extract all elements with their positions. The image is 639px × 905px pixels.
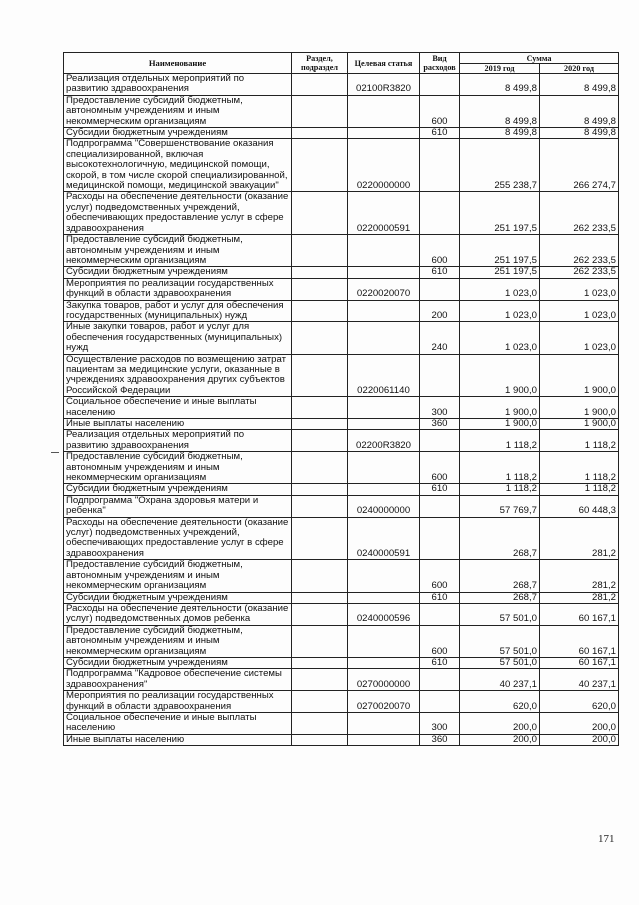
cell-target bbox=[348, 95, 420, 127]
cell-y2019: 200,0 bbox=[460, 712, 540, 734]
cell-section bbox=[292, 712, 348, 734]
cell-y2019: 251 197,5 bbox=[460, 192, 540, 235]
cell-type: 610 bbox=[420, 592, 460, 603]
cell-y2020: 620,0 bbox=[540, 691, 619, 713]
cell-section bbox=[292, 267, 348, 278]
cell-name: Иные закупки товаров, работ и услуг для обеспечения государственных (муниципальных) нужд bbox=[64, 322, 292, 354]
table-row bbox=[64, 95, 619, 127]
cell-section bbox=[292, 452, 348, 484]
cell-type: 610 bbox=[420, 484, 460, 495]
cell-target bbox=[348, 300, 420, 322]
cell-y2019: 251 197,5 bbox=[460, 267, 540, 278]
table-row bbox=[64, 484, 619, 495]
cell-y2020: 1 118,2 bbox=[540, 430, 619, 452]
cell-target: 0270020070 bbox=[348, 691, 420, 713]
cell-type: 200 bbox=[420, 300, 460, 322]
cell-y2019: 268,7 bbox=[460, 592, 540, 603]
cell-target bbox=[348, 452, 420, 484]
table-row bbox=[64, 74, 619, 96]
cell-y2020: 60 448,3 bbox=[540, 495, 619, 517]
cell-y2020: 1 900,0 bbox=[540, 354, 619, 397]
cell-y2020: 8 499,8 bbox=[540, 128, 619, 139]
cell-target: 0220000000 bbox=[348, 139, 420, 192]
cell-name: Субсидии бюджетным учреждениям bbox=[64, 657, 292, 668]
cell-name: Субсидии бюджетным учреждениям bbox=[64, 267, 292, 278]
cell-y2019: 268,7 bbox=[460, 560, 540, 592]
cell-target: 0240000591 bbox=[348, 517, 420, 560]
table-row bbox=[64, 603, 619, 625]
cell-section bbox=[292, 397, 348, 419]
table-row bbox=[64, 192, 619, 235]
cell-name: Реализация отдельных мероприятий по развитию здравоохранения bbox=[64, 430, 292, 452]
table-row bbox=[64, 734, 619, 745]
cell-name: Предоставление субсидий бюджетным, автономным учреждениям и иным некоммерческим организациям bbox=[64, 560, 292, 592]
cell-target bbox=[348, 267, 420, 278]
cell-type: 360 bbox=[420, 419, 460, 430]
table-row bbox=[64, 139, 619, 192]
cell-target bbox=[348, 592, 420, 603]
cell-target bbox=[348, 712, 420, 734]
cell-type: 600 bbox=[420, 95, 460, 127]
cell-name: Предоставление субсидий бюджетным, автономным учреждениям и иным некоммерческим организациям bbox=[64, 452, 292, 484]
cell-y2020: 60 167,1 bbox=[540, 625, 619, 657]
cell-y2019: 255 238,7 bbox=[460, 139, 540, 192]
cell-type bbox=[420, 691, 460, 713]
cell-name: Предоставление субсидий бюджетным, автономным учреждениям и иным некоммерческим организациям bbox=[64, 235, 292, 267]
margin-mark bbox=[51, 452, 59, 453]
cell-y2020: 60 167,1 bbox=[540, 657, 619, 668]
header-sum: Сумма bbox=[460, 53, 619, 64]
cell-section bbox=[292, 139, 348, 192]
cell-target: 02100R3820 bbox=[348, 74, 420, 96]
cell-target bbox=[348, 484, 420, 495]
table-row bbox=[64, 397, 619, 419]
header-section: Раздел, подраздел bbox=[292, 53, 348, 74]
cell-section bbox=[292, 625, 348, 657]
cell-type: 610 bbox=[420, 267, 460, 278]
table-row bbox=[64, 267, 619, 278]
cell-target bbox=[348, 419, 420, 430]
cell-y2020: 262 233,5 bbox=[540, 192, 619, 235]
cell-y2019: 57 501,0 bbox=[460, 603, 540, 625]
cell-type bbox=[420, 669, 460, 691]
cell-name: Закупка товаров, работ и услуг для обеспечения государственных (муниципальных) нужд bbox=[64, 300, 292, 322]
cell-name: Подпрограмма "Охрана здоровья матери и ребенка" bbox=[64, 495, 292, 517]
table-row bbox=[64, 592, 619, 603]
cell-target: 0220020070 bbox=[348, 278, 420, 300]
cell-target bbox=[348, 560, 420, 592]
table-row bbox=[64, 278, 619, 300]
cell-y2020: 60 167,1 bbox=[540, 603, 619, 625]
table-row bbox=[64, 235, 619, 267]
cell-y2019: 268,7 bbox=[460, 517, 540, 560]
cell-y2020: 262 233,5 bbox=[540, 267, 619, 278]
cell-y2019: 620,0 bbox=[460, 691, 540, 713]
table-row bbox=[64, 712, 619, 734]
header-name: Наименование bbox=[64, 53, 292, 74]
cell-y2019: 40 237,1 bbox=[460, 669, 540, 691]
cell-target bbox=[348, 235, 420, 267]
cell-type: 300 bbox=[420, 397, 460, 419]
cell-y2020: 40 237,1 bbox=[540, 669, 619, 691]
cell-target: 0240000596 bbox=[348, 603, 420, 625]
cell-y2020: 281,2 bbox=[540, 517, 619, 560]
cell-section bbox=[292, 691, 348, 713]
cell-y2019: 1 900,0 bbox=[460, 354, 540, 397]
cell-y2019: 1 023,0 bbox=[460, 322, 540, 354]
cell-target: 02200R3820 bbox=[348, 430, 420, 452]
cell-target bbox=[348, 397, 420, 419]
cell-y2019: 200,0 bbox=[460, 734, 540, 745]
cell-name: Расходы на обеспечение деятельности (оказание услуг) подведомственных учреждений, обеспечивающих предоставление услуг в сфере здравоохранения bbox=[64, 192, 292, 235]
table-body bbox=[64, 74, 619, 746]
cell-name: Мероприятия по реализации государственных функций в области здравоохранения bbox=[64, 278, 292, 300]
cell-section bbox=[292, 669, 348, 691]
table-row bbox=[64, 517, 619, 560]
table-row bbox=[64, 300, 619, 322]
cell-y2020: 8 499,8 bbox=[540, 74, 619, 96]
table-row bbox=[64, 691, 619, 713]
cell-y2019: 57 501,0 bbox=[460, 625, 540, 657]
cell-name: Осуществление расходов по возмещению затрат пациентам за медицинские услуги, оказанные в учреждениях здравоохранения других субъектов Российской Федерации bbox=[64, 354, 292, 397]
cell-y2020: 1 900,0 bbox=[540, 397, 619, 419]
cell-y2019: 1 118,2 bbox=[460, 484, 540, 495]
cell-target bbox=[348, 322, 420, 354]
header-type: Вид расходов bbox=[420, 53, 460, 74]
cell-name: Мероприятия по реализации государственных функций в области здравоохранения bbox=[64, 691, 292, 713]
cell-type: 610 bbox=[420, 128, 460, 139]
cell-section bbox=[292, 592, 348, 603]
table-row bbox=[64, 419, 619, 430]
table-row bbox=[64, 657, 619, 668]
cell-y2019: 8 499,8 bbox=[460, 128, 540, 139]
cell-type bbox=[420, 139, 460, 192]
cell-section bbox=[292, 484, 348, 495]
table-row bbox=[64, 495, 619, 517]
cell-y2020: 200,0 bbox=[540, 712, 619, 734]
table-row bbox=[64, 669, 619, 691]
cell-type: 600 bbox=[420, 452, 460, 484]
cell-target bbox=[348, 657, 420, 668]
cell-name: Субсидии бюджетным учреждениям bbox=[64, 128, 292, 139]
cell-type: 600 bbox=[420, 235, 460, 267]
cell-y2019: 1 900,0 bbox=[460, 419, 540, 430]
cell-name: Расходы на обеспечение деятельности (оказание услуг) подведомственных учреждений, обеспечивающих предоставление услуг в сфере здравоохранения bbox=[64, 517, 292, 560]
table-row bbox=[64, 128, 619, 139]
cell-name: Субсидии бюджетным учреждениям bbox=[64, 592, 292, 603]
cell-type: 360 bbox=[420, 734, 460, 745]
cell-type bbox=[420, 430, 460, 452]
cell-y2020: 200,0 bbox=[540, 734, 619, 745]
page-number: 171 bbox=[598, 833, 615, 845]
cell-y2020: 1 023,0 bbox=[540, 278, 619, 300]
cell-y2019: 8 499,8 bbox=[460, 95, 540, 127]
cell-section bbox=[292, 95, 348, 127]
cell-section bbox=[292, 354, 348, 397]
table-row bbox=[64, 430, 619, 452]
cell-name: Предоставление субсидий бюджетным, автономным учреждениям и иным некоммерческим организациям bbox=[64, 95, 292, 127]
cell-y2020: 1 023,0 bbox=[540, 322, 619, 354]
cell-type: 610 bbox=[420, 657, 460, 668]
cell-y2019: 1 118,2 bbox=[460, 430, 540, 452]
cell-name: Предоставление субсидий бюджетным, автономным учреждениям и иным некоммерческим организациям bbox=[64, 625, 292, 657]
cell-name: Расходы на обеспечение деятельности (оказание услуг) подведомственных домов ребенка bbox=[64, 603, 292, 625]
cell-section bbox=[292, 495, 348, 517]
cell-type: 300 bbox=[420, 712, 460, 734]
cell-y2019: 251 197,5 bbox=[460, 235, 540, 267]
cell-section bbox=[292, 419, 348, 430]
cell-section bbox=[292, 300, 348, 322]
cell-target: 0220061140 bbox=[348, 354, 420, 397]
cell-y2020: 1 118,2 bbox=[540, 452, 619, 484]
cell-type: 240 bbox=[420, 322, 460, 354]
cell-name: Подпрограмма "Совершенствование оказания специализированной, включая высокотехнологичную, медицинской помощи, скорой, в том числе скорой специализированной, медицинской помощи, медицинской эвакуации" bbox=[64, 139, 292, 192]
cell-y2020: 1 900,0 bbox=[540, 419, 619, 430]
cell-section bbox=[292, 517, 348, 560]
cell-type bbox=[420, 354, 460, 397]
header-2020: 2020 год bbox=[540, 64, 619, 74]
table-row bbox=[64, 452, 619, 484]
cell-name: Иные выплаты населению bbox=[64, 734, 292, 745]
cell-name: Субсидии бюджетным учреждениям bbox=[64, 484, 292, 495]
cell-type bbox=[420, 192, 460, 235]
header-target: Целевая статья bbox=[348, 53, 420, 74]
cell-section bbox=[292, 734, 348, 745]
table-row bbox=[64, 625, 619, 657]
cell-section bbox=[292, 657, 348, 668]
table-row bbox=[64, 322, 619, 354]
cell-y2019: 57 769,7 bbox=[460, 495, 540, 517]
table-row bbox=[64, 354, 619, 397]
cell-name: Иные выплаты населению bbox=[64, 419, 292, 430]
cell-type bbox=[420, 278, 460, 300]
cell-name: Подпрограмма "Кадровое обеспечение системы здравоохранения" bbox=[64, 669, 292, 691]
cell-section bbox=[292, 560, 348, 592]
cell-target: 0240000000 bbox=[348, 495, 420, 517]
cell-name: Социальное обеспечение и иные выплаты населению bbox=[64, 712, 292, 734]
cell-name: Реализация отдельных мероприятий по развитию здравоохранения bbox=[64, 74, 292, 96]
table-row bbox=[64, 560, 619, 592]
cell-type: 600 bbox=[420, 625, 460, 657]
cell-y2020: 1 023,0 bbox=[540, 300, 619, 322]
cell-y2020: 281,2 bbox=[540, 592, 619, 603]
cell-section bbox=[292, 322, 348, 354]
cell-type bbox=[420, 495, 460, 517]
cell-section bbox=[292, 603, 348, 625]
cell-y2020: 262 233,5 bbox=[540, 235, 619, 267]
cell-target: 0270000000 bbox=[348, 669, 420, 691]
cell-y2019: 1 118,2 bbox=[460, 452, 540, 484]
cell-section bbox=[292, 235, 348, 267]
budget-table bbox=[63, 52, 619, 746]
cell-target bbox=[348, 128, 420, 139]
cell-y2020: 266 274,7 bbox=[540, 139, 619, 192]
cell-type: 600 bbox=[420, 560, 460, 592]
cell-y2019: 57 501,0 bbox=[460, 657, 540, 668]
cell-y2019: 1 023,0 bbox=[460, 300, 540, 322]
header-2019: 2019 год bbox=[460, 64, 540, 74]
cell-type bbox=[420, 517, 460, 560]
cell-target: 0220000591 bbox=[348, 192, 420, 235]
cell-section bbox=[292, 128, 348, 139]
cell-name: Социальное обеспечение и иные выплаты населению bbox=[64, 397, 292, 419]
cell-section bbox=[292, 192, 348, 235]
cell-y2019: 8 499,8 bbox=[460, 74, 540, 96]
table-header bbox=[64, 53, 619, 74]
cell-y2019: 1 900,0 bbox=[460, 397, 540, 419]
cell-type bbox=[420, 74, 460, 96]
cell-y2020: 281,2 bbox=[540, 560, 619, 592]
cell-section bbox=[292, 430, 348, 452]
cell-y2020: 1 118,2 bbox=[540, 484, 619, 495]
cell-section bbox=[292, 74, 348, 96]
cell-target bbox=[348, 734, 420, 745]
cell-y2020: 8 499,8 bbox=[540, 95, 619, 127]
cell-y2019: 1 023,0 bbox=[460, 278, 540, 300]
cell-section bbox=[292, 278, 348, 300]
cell-type bbox=[420, 603, 460, 625]
cell-target bbox=[348, 625, 420, 657]
